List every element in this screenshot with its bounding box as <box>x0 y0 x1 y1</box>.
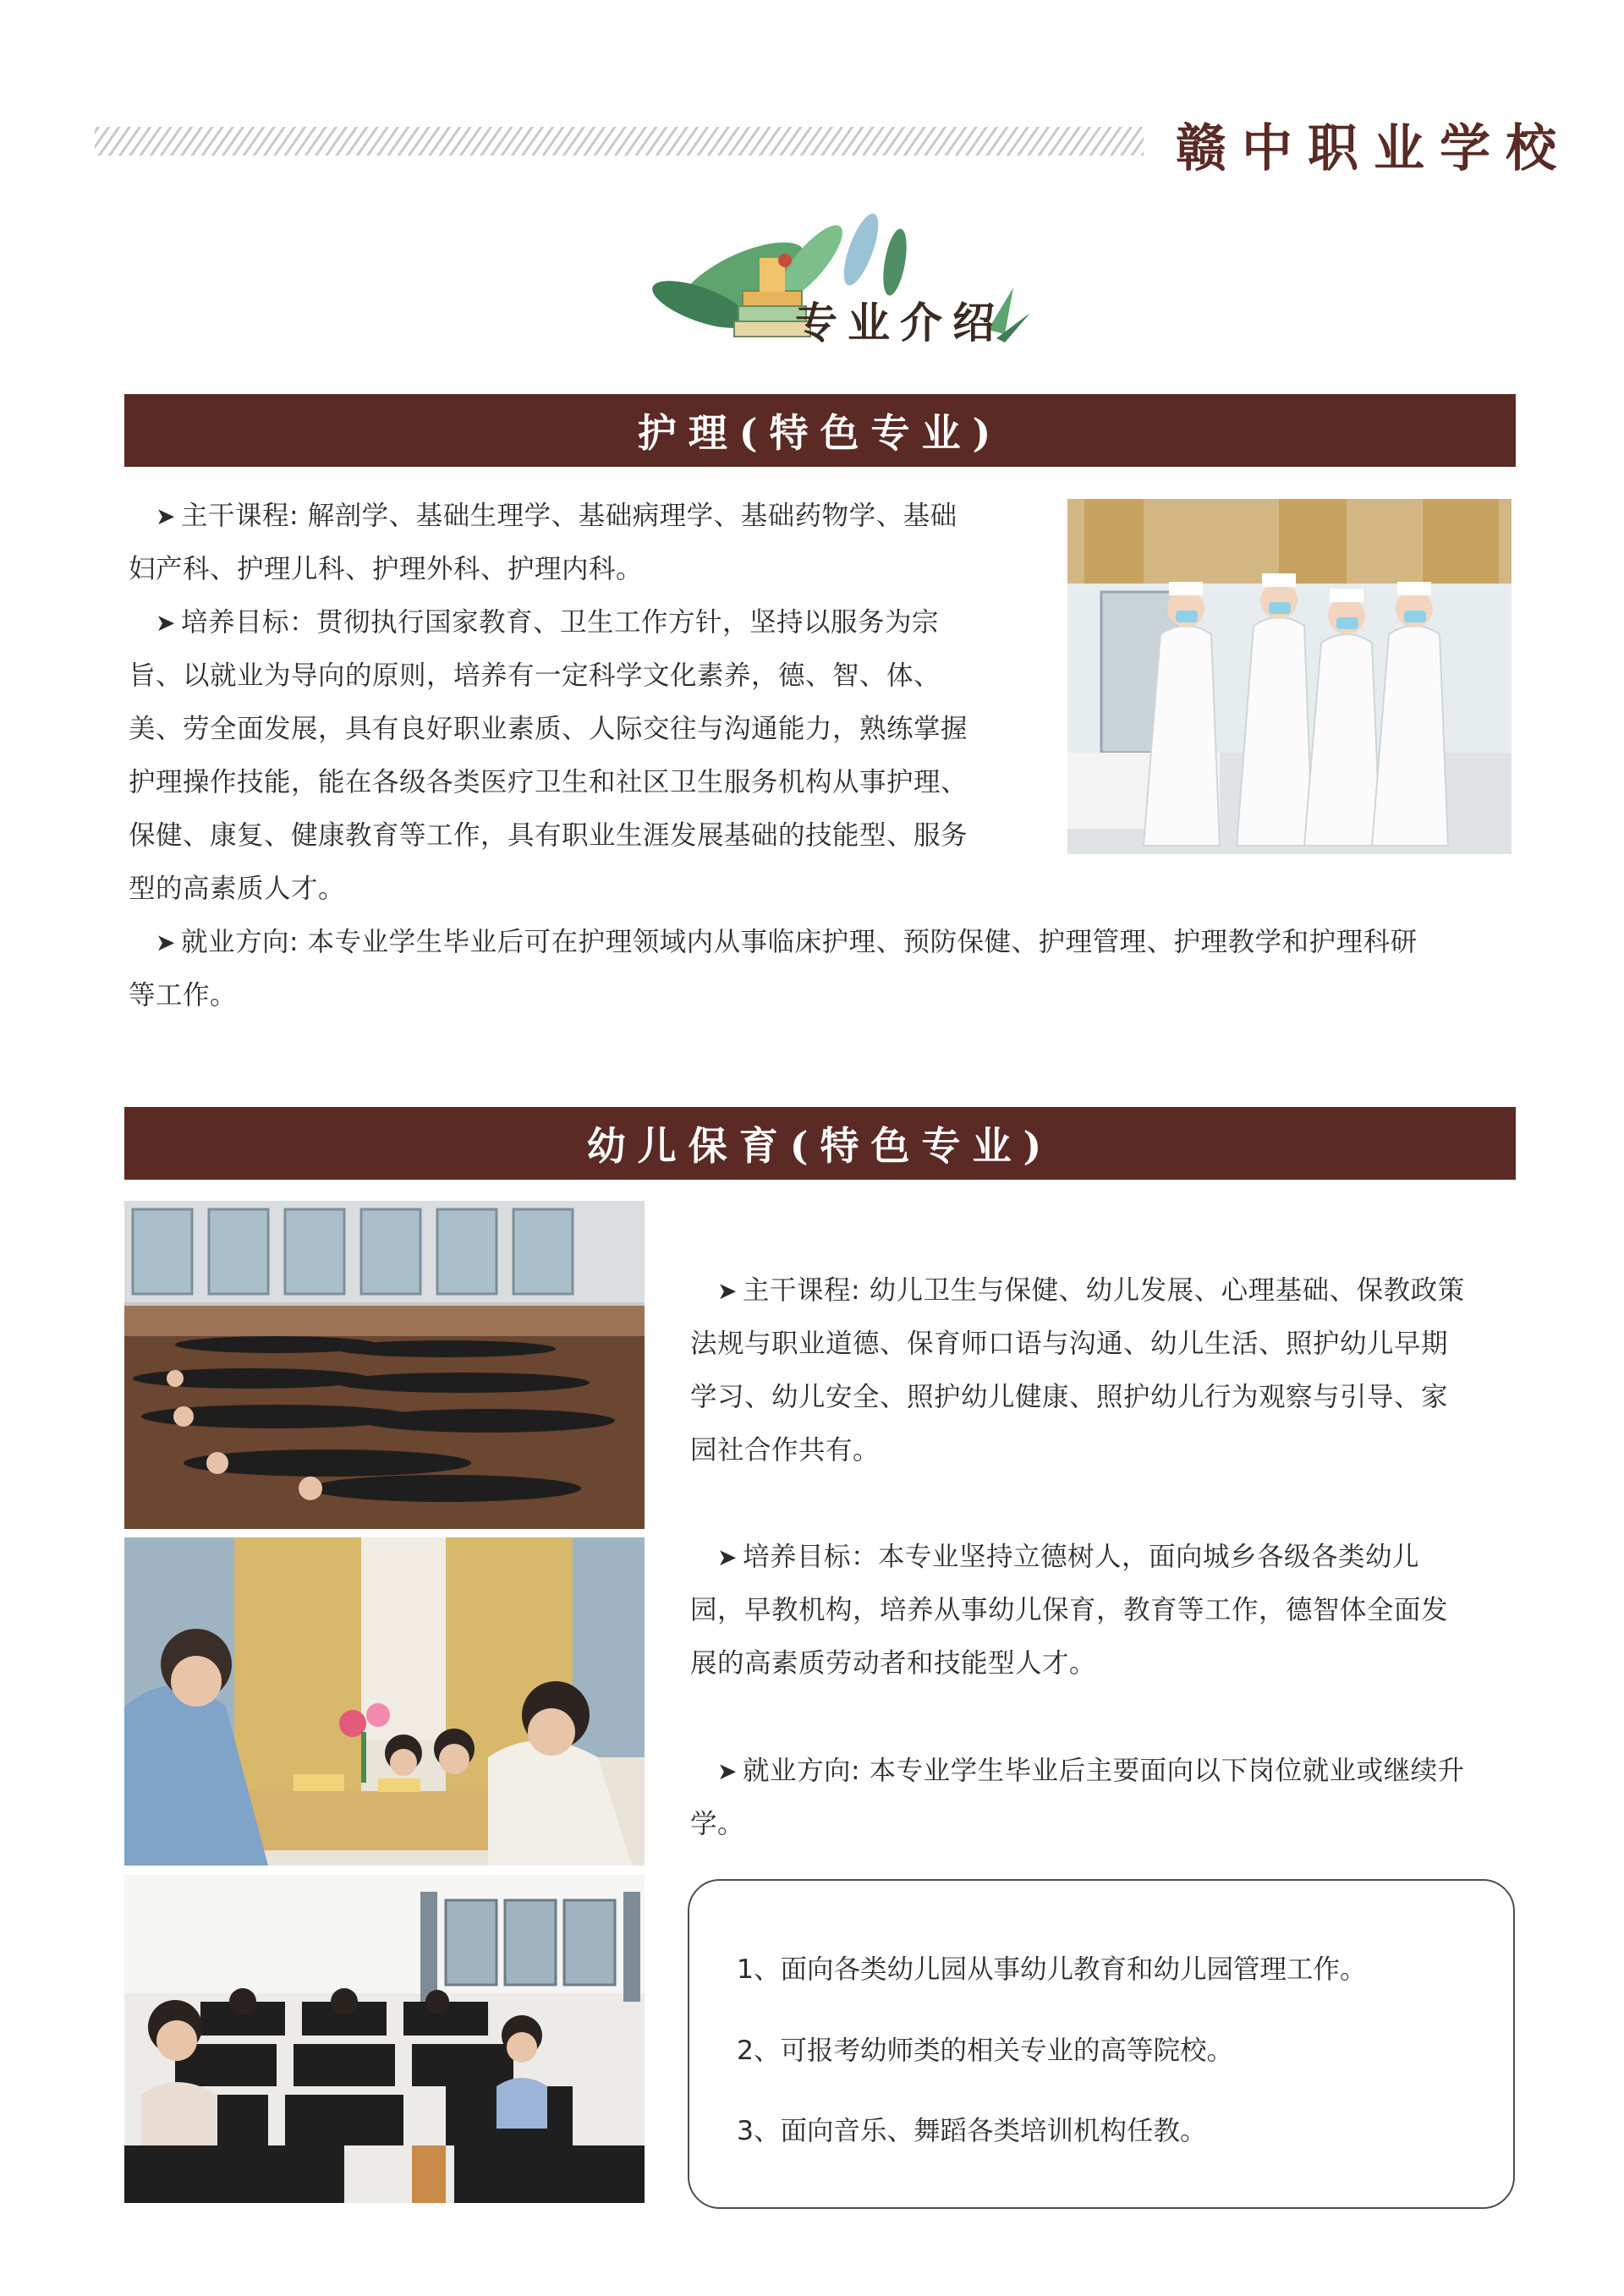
childcare-course-text-3: 学习、幼儿安全、照护幼儿健康、照护幼儿行为观察与引导、家 <box>690 1382 1449 1412</box>
childcare-career-label: 就业方向: <box>742 1756 861 1786</box>
school-name: 赣中职业学校 <box>1176 119 1572 178</box>
nursing-course-text: 解剖学、基础生理学、基础病理学、基础药物学、基础 <box>299 501 957 531</box>
childcare-course-label: 主干课程: <box>742 1275 861 1306</box>
nursing-goal-text-6: 型的高素质人才。 <box>129 874 346 904</box>
nursing-goal-text: 贯彻执行国家教育、卫生工作方针，坚持以服务为宗 <box>315 607 939 638</box>
nursing-course-label: 主干课程: <box>180 501 299 531</box>
dance-practice-photo <box>124 1201 645 1529</box>
nursing-goal-text-3: 美、劳全面发展，具有良好职业素质、人际交往与沟通能力，熟练掌握 <box>129 714 968 744</box>
nursing-title-bar <box>124 394 1516 467</box>
handcraft-class-photo <box>124 1537 645 1866</box>
childcare-goal-text-2: 园，早教机构，培养从事幼儿保育，教育等工作，德智体全面发 <box>690 1595 1449 1625</box>
childcare-goal-paragraph <box>690 1531 1519 1690</box>
arrow-bullet-icon: ➤ <box>717 1757 738 1785</box>
childcare-goal-text-3: 展的高素质劳动者和技能型人才。 <box>690 1648 1097 1679</box>
childcare-course-paragraph <box>690 1264 1519 1477</box>
job-option-1: 1、面向各类幼儿园从事幼儿教育和幼儿园管理工作。 <box>737 1954 1367 1985</box>
childcare-career-text: 本专业学生毕业后主要面向以下岗位就业或继续升 <box>860 1756 1465 1786</box>
childcare-goal-label: 培养目标： <box>742 1542 878 1572</box>
nursing-course-text-2: 妇产科、护理儿科、护理外科、护理内科。 <box>129 554 644 584</box>
nursing-students-photo <box>1067 499 1512 854</box>
nursing-goal-text-5: 保健、康复、健康教育等工作，具有职业生涯发展基础的技能型、服务 <box>129 820 968 851</box>
arrow-bullet-icon: ➤ <box>156 502 176 530</box>
nursing-goal-text-4: 护理操作技能，能在各级各类医疗卫生和社区卫生服务机构从事护理、 <box>129 767 968 797</box>
piano-class-photo <box>124 1875 645 2203</box>
nursing-career-paragraph <box>129 916 1533 1022</box>
nursing-title: 护理(特色专业) <box>637 410 1003 456</box>
childcare-course-text-4: 园社合作共有。 <box>690 1435 881 1466</box>
arrow-bullet-icon: ➤ <box>717 1543 738 1571</box>
childcare-title: 幼儿保育(特色专业) <box>586 1123 1054 1169</box>
childcare-career-text-2: 学。 <box>690 1809 745 1839</box>
nursing-career-text: 本专业学生毕业后可在护理领域内从事临床护理、预防保健、护理管理、护理教学和护理科研 <box>299 927 1418 957</box>
arrow-bullet-icon: ➤ <box>717 1277 738 1305</box>
childcare-course-text-2: 法规与职业道德、保育师口语与沟通、幼儿生活、照护幼儿早期 <box>690 1329 1449 1359</box>
arrow-bullet-icon: ➤ <box>156 929 176 956</box>
nursing-goal-label: 培养目标： <box>180 607 316 638</box>
job-options-box <box>688 1879 1515 2209</box>
nursing-career-label: 就业方向: <box>180 927 299 957</box>
childcare-title-bar <box>124 1107 1516 1180</box>
nursing-career-text-2: 等工作。 <box>129 980 238 1011</box>
childcare-career-paragraph <box>690 1745 1519 1851</box>
nursing-goal-text-2: 旨、以就业为导向的原则，培养有一定科学文化素养，德、智、体、 <box>129 660 941 691</box>
arrow-bullet-icon: ➤ <box>156 609 176 637</box>
job-option-2: 2、可报考幼师类的相关专业的高等院校。 <box>737 2036 1234 2066</box>
job-option-3: 3、面向音乐、舞蹈各类培训机构任教。 <box>737 2116 1207 2146</box>
intro-title: 专业介绍 <box>795 298 1005 348</box>
header-hatch-decoration <box>95 127 1144 156</box>
childcare-course-text: 幼儿卫生与保健、幼儿发展、心理基础、保教政策 <box>860 1275 1465 1306</box>
childcare-goal-text: 本专业坚持立德树人，面向城乡各级各类幼儿 <box>877 1542 1419 1572</box>
nursing-course-paragraph <box>129 490 1042 916</box>
